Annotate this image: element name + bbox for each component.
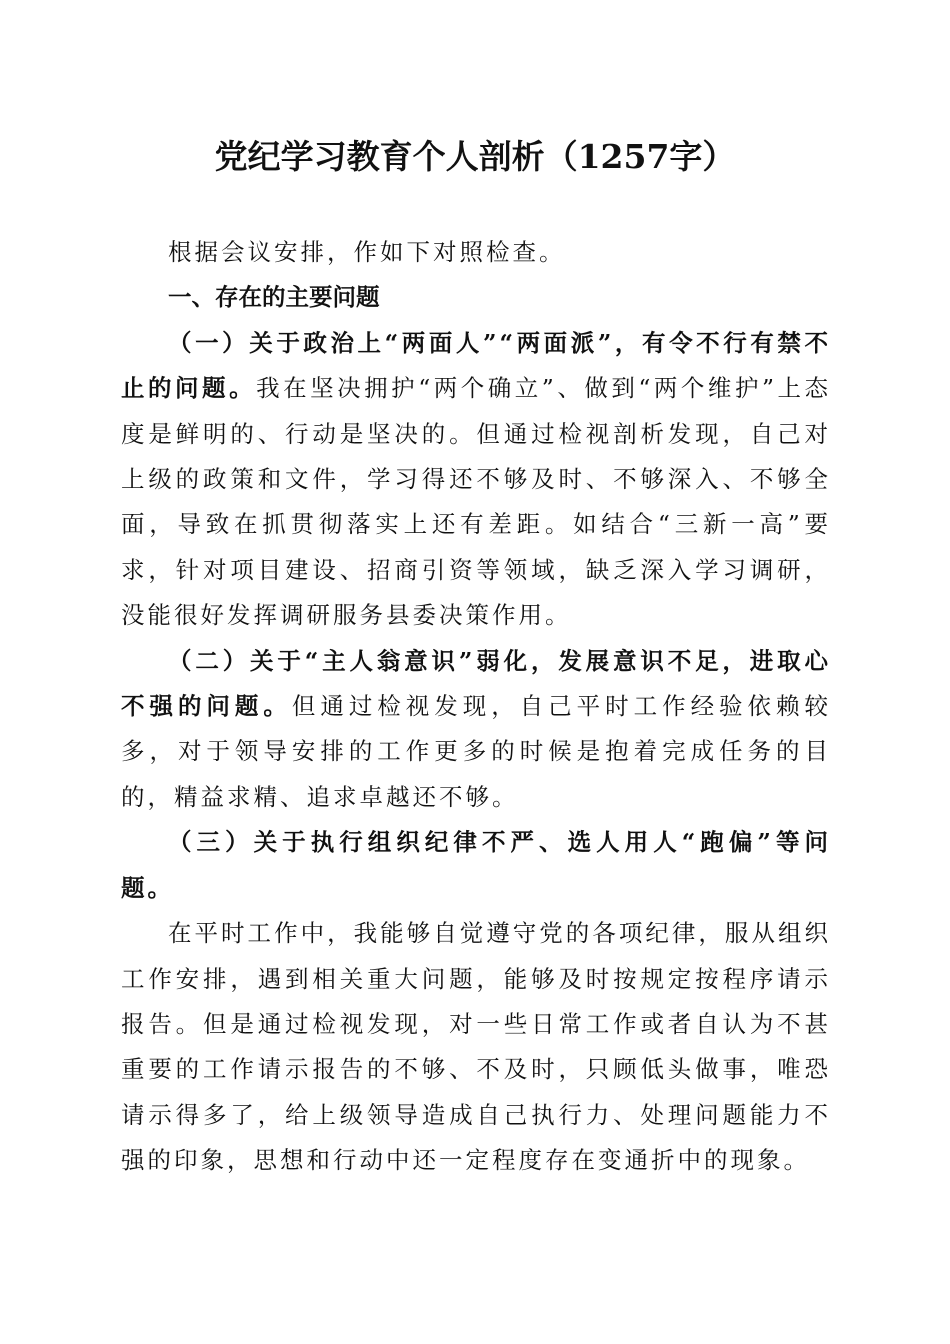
item1-body: 我在坚决拥护“两个确立”、做到“两个维护”上态度是鲜明的、行动是坚决的。但通过检视剖析发现，自己对上级的政策和文件，学习得还不够及时、不够深入、不够全面，导致在抓贯彻落实上还有差距。如结合“三新一高”要求，针对项目建设、招商引资等领域，缺乏深入学习调研，没能很好发挥调研服务县委决策作用。 bbox=[121, 374, 832, 630]
item1-paragraph bbox=[121, 321, 831, 639]
item3-heading bbox=[121, 820, 831, 911]
intro-paragraph: 根据会议安排，作如下对照检查。 bbox=[168, 238, 566, 266]
item2-body: 但通过检视发现，自己平时工作经验依赖较多，对于领导安排的工作更多的时候是抱着完成任务的目的，精益求精、追求卓越还不够。 bbox=[121, 692, 831, 811]
item3-paragraph: 在平时工作中，我能够自觉遵守党的各项纪律，服从组织工作安排，遇到相关重大问题，能够及时按规定按程序请示报告。但是通过检视发现，对一些日常工作或者自认为不甚重要的工作请示报告的不够、不及时，只顾低头做事，唯恐请示得多了，给上级领导造成自己执行力、处理问题能力不强的印象，思想和行动中还一定程度存在变通折中的现象。 bbox=[121, 919, 831, 1175]
item2-paragraph bbox=[121, 639, 831, 821]
document-body bbox=[121, 230, 831, 1184]
section-heading-problems: 一、存在的主要问题 bbox=[168, 283, 380, 312]
item2-lead: （二）关于“主人翁意识”弱化，发展意识不足，进取心不强的问题。 bbox=[121, 646, 831, 721]
item3-lead: （三）关于执行组织纪律不严、选人用人“跑偏”等问题。 bbox=[121, 828, 831, 902]
item1-lead: （一）关于政治上“两面人”“两面派”，有令不行有禁不止的问题。 bbox=[121, 328, 831, 403]
document-title: 党纪学习教育个人剖析（1257字） bbox=[214, 137, 736, 176]
